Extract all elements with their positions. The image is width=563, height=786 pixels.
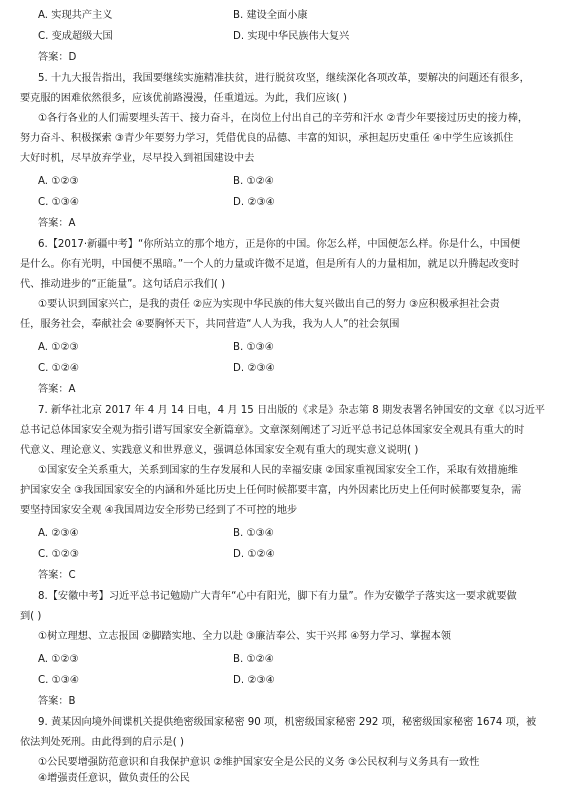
option-c: C. ①③④ [38,675,79,686]
option-a: A. 实现共产主义 [38,10,113,21]
question-5-stem: 5. 十九大报告指出，我国要继续实施精准扶贫，进行脱贫攻坚，继续深化各项改革，要解决的问题还有很多， [38,73,530,84]
question-7-items-cont: 要坚持国家安全观 ④我国周边安全形势已经到了不可控的地步 [20,505,298,516]
option-a: A. ②③④ [38,528,79,539]
question-5-items: ①各行各业的人们需要埋头苦干、接力奋斗，在岗位上付出自己的辛劳和汗水 ②青少年要接过历史的接力棒， [38,113,529,124]
option-d: D. ①②④ [233,549,275,560]
answer: 答案：A [38,218,76,229]
question-6-items: ①要认识到国家兴亡，是我的责任 ②应为实现中华民族的伟大复兴做出自己的努力 ③应积极承担社会责 [38,299,500,310]
option-c: C. 变成超级大国 [38,31,113,42]
option-a: A. ①②③ [38,176,79,187]
question-7-stem: 7. 新华社北京 2017 年 4 月 14 日电，4 月 15 日出版的《求是》杂志第 8 期发表署名钟国安的文章《以习近平 [38,405,545,416]
option-b: B. ①②④ [233,176,274,187]
option-d: D. ②③④ [233,675,275,686]
option-b: B. ①③④ [233,342,274,353]
question-6-stem-cont: 是什么。你有光明，中国便不黑暗。”一个人的力量或许微不足道，但是所有人的力量相加，就足以升腾起改变时 [20,259,520,270]
option-b: B. 建设全面小康 [233,10,308,21]
option-a: A. ①②③ [38,342,79,353]
question-8-items: ①树立理想、立志报国 ②脚踏实地、全力以赴 ③廉洁奉公、实干兴邦 ④努力学习、掌握本领 [38,631,451,642]
question-5-items-cont: 大好时机，尽早放弃学业，尽早投入到祖国建设中去 [20,153,255,164]
question-5-items-cont: 努力奋斗、积极探索 ③青少年要努力学习，凭借优良的品德、丰富的知识，承担起历史重任 ④中学生应该抓住 [20,133,514,144]
question-6-stem-cont: 代、推动进步的“正能量”。这句话启示我们( ) [20,279,226,290]
option-c: C. ①②③ [38,549,79,560]
question-8-stem-cont: 到( ) [20,611,42,622]
option-c: C. ①②④ [38,363,79,374]
question-7-items: ①国家安全关系重大，关系到国家的生存发展和人民的幸福安康 ②国家重视国家安全工作，采取有效措施维 [38,465,518,476]
option-a: A. ①②③ [38,654,79,665]
option-b: B. ①③④ [233,528,274,539]
question-6-stem: 6.【2017·新疆中考】“你所站立的那个地方，正是你的中国。你怎么样，中国便怎么样。你是什么，中国便 [38,239,521,250]
question-9-stem: 9. 黄某因向境外间谍机关提供绝密级国家秘密 90 项，机密级国家秘密 292 项，秘密级国家秘密 1674 项，被 [38,717,537,728]
option-d: D. ②③④ [233,363,275,374]
question-9-stem-cont: 依法判处死刑。由此得到的启示是( ) [20,737,184,748]
option-b: B. ①②④ [233,654,274,665]
question-7-items-cont: 护国家安全 ③我国国家安全的内涵和外延比历史上任何时候都要丰富，内外因素比历史上任何时候都要复杂，需 [20,485,522,496]
answer: 答案：D [38,52,77,63]
question-9-items: ①公民要增强防范意识和自我保护意识 ②维护国家安全是公民的义务 ③公民权利与义务具有一致性 [38,757,480,768]
answer: 答案：B [38,696,76,707]
option-d: D. ②③④ [233,197,275,208]
answer: 答案：A [38,384,76,395]
question-9-items-cont: ④增强责任意识，做负责任的公民 [38,773,190,784]
question-7-stem-cont: 总书记总体国家安全观为指引谱写国家安全新篇章》。文章深刻阐述了习近平总书记总体国家安全观具有重大的时 [20,425,525,436]
question-7-stem-cont: 代意义、理论意义、实践意义和世界意义，强调总体国家安全观有重大的现实意义说明( ) [20,445,419,456]
question-6-items-cont: 任，服务社会，奉献社会 ④要胸怀天下，共同营造“人人为我，我为人人”的社会氛围 [20,319,400,330]
option-c: C. ①③④ [38,197,79,208]
answer: 答案：C [38,570,76,581]
question-5-stem-cont: 要克服的困难依然很多，应该优前路漫漫，任重道远。为此，我们应该( ) [20,93,347,104]
question-8-stem: 8.【安徽中考】习近平总书记勉励广大青年“心中有阳光，脚下有力量”。作为安徽学子落实这一要求就要做 [38,591,517,602]
option-d: D. 实现中华民族伟大复兴 [233,31,350,42]
